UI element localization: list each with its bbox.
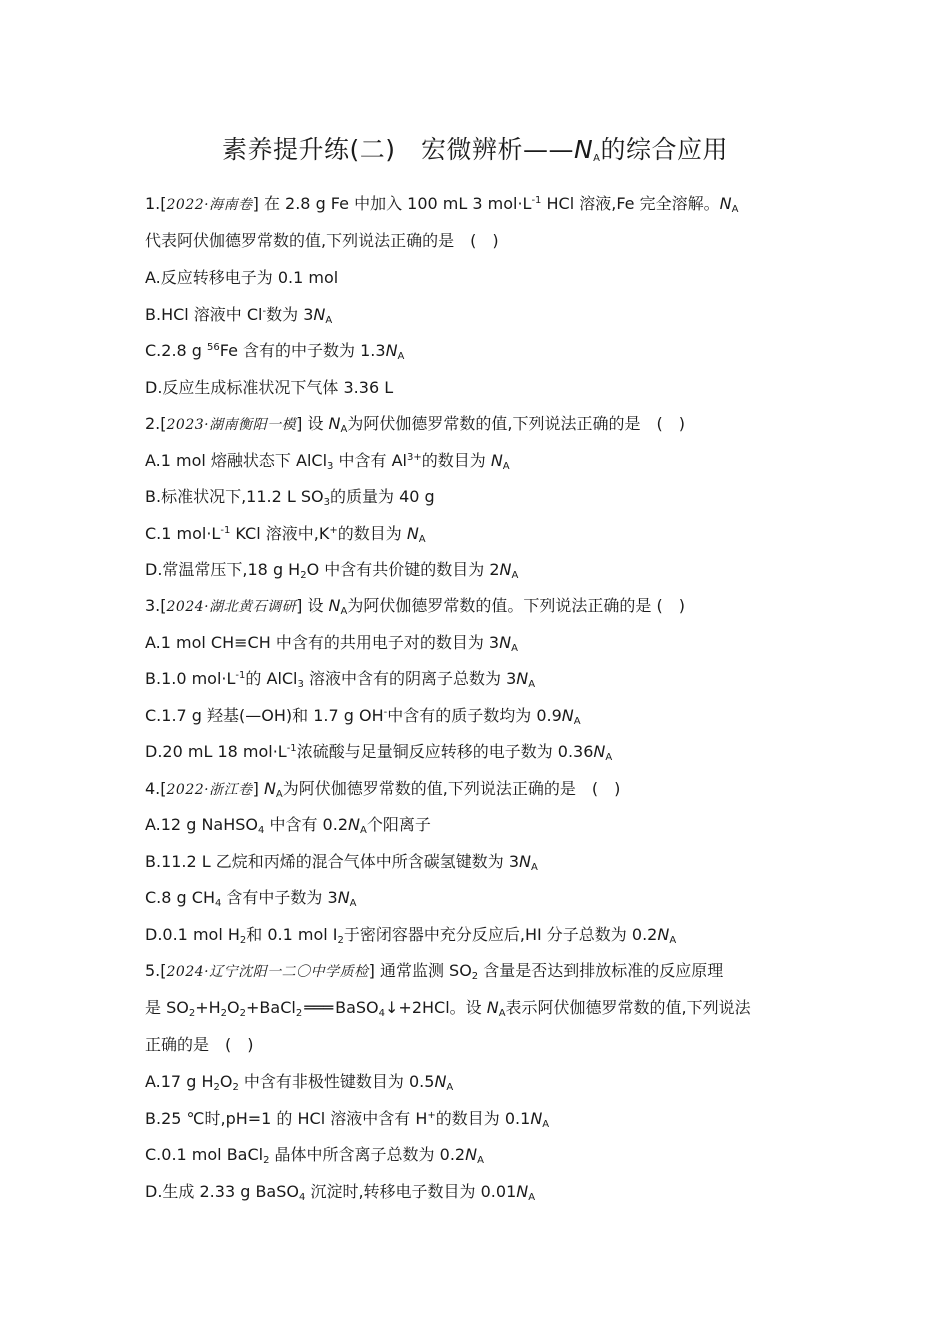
question-source: 2022·海南卷 bbox=[166, 197, 253, 213]
page-title: 素养提升练(二) 宏微辨析$——N_A$的综合应用 bbox=[221, 135, 729, 164]
question-source: 2022·浙江卷 bbox=[166, 782, 253, 798]
question-3-option-a: A.1 mol CH≡CH 中含有的共用电子对的数目为 $3N_A$ bbox=[145, 633, 518, 654]
question-1-stem-cont: 代表阿伏伽德罗常数的值,下列说法正确的是 ( ) bbox=[145, 231, 499, 250]
equals-sign: ═══ bbox=[304, 998, 334, 1017]
question-5-option-c: C.0.1 mol BaCl$_2$ 晶体中所含离子总数为 $0.2N_A$ bbox=[145, 1145, 484, 1166]
question-source: 2024·辽宁沈阳一二〇中学质检 bbox=[166, 964, 369, 980]
question-1-option-c: C.2.8 g $^{56}$Fe 含有的中子数为 $1.3N_A$ bbox=[145, 341, 405, 362]
question-5-option-a: A.17 g $H_2O_2$ 中含有非极性键数目为 $0.5N_A$ bbox=[145, 1072, 454, 1093]
question-2-option-b: B.标准状况下,11.2 L $SO_3$的质量为 40 g bbox=[145, 487, 435, 508]
question-1-option-d: D.反应生成标准状况下气体 3.36 L bbox=[145, 378, 394, 397]
question-3-stem: 3.[2024·湖北黄石调研] 设 $N_A$为阿伏伽德罗常数的值。下列说法正确的是 ( ) bbox=[145, 596, 685, 617]
question-5-option-b: B.25 ℃时,pH=1 的 HCl 溶液中含有 H+的数目为 $0.1N_A$ bbox=[145, 1109, 550, 1130]
question-4-option-c: C.8 g $CH_4$ 含有中子数为 $3N_A$ bbox=[145, 888, 357, 909]
question-5-equation-line: 是 $SO_2+H_2O_2+BaCl_2$ ═══ BaSO$_4$↓+2HCl。设 $N_A$表示阿伏伽德罗常数的值,下列说法 bbox=[145, 998, 751, 1019]
question-source: 2023·湖南衡阳一模 bbox=[166, 417, 297, 433]
question-5-option-d: D.生成 2.33 g BaSO$_4$ 沉淀时,转移电子数目为 $0.01N_A$ bbox=[145, 1182, 536, 1203]
question-4-option-a: A.12 g NaHSO$_4$ 中含有 $0.2N_A$个阳离子 bbox=[145, 815, 431, 836]
question-2-option-a: A.1 mol 熔融状态下 AlCl$_3$ 中含有 $Al^{3+}$的数目为 $N_A$ bbox=[145, 451, 510, 472]
question-1-option-b: B.HCl 溶液中 Cl-数为 $3N_A$ bbox=[145, 305, 333, 326]
question-5-stem: 5.[2024·辽宁沈阳一二〇中学质检] 通常监测 $SO_2$ 含量是否达到排放标准的反应原理 bbox=[145, 961, 724, 982]
question-2-option-d: D.常温常压下,18 g $H_2O$ 中含有共价键的数目为 $2N_A$ bbox=[145, 560, 519, 581]
question-5-stem-cont: 正确的是 ( ) bbox=[145, 1035, 254, 1054]
question-2-stem: 2.[2023·湖南衡阳一模] 设 $N_A$为阿伏伽德罗常数的值,下列说法正确的是 ( ) bbox=[145, 414, 685, 435]
question-4-stem: 4.[2022·浙江卷] $N_A$为阿伏伽德罗常数的值,下列说法正确的是 ( ) bbox=[145, 779, 621, 800]
question-4-option-b: B.11.2 L 乙烷和丙烯的混合气体中所含碳氢键数为 $3N_A$ bbox=[145, 852, 538, 873]
question-1-stem: 1.[2022·海南卷] 在 2.8 g Fe 中加入 100 mL 3 $mol\cdot L^{-1}$ HCl 溶液,Fe 完全溶解。$N_A$ bbox=[145, 194, 739, 215]
question-3-option-d: D.20 mL 18 $mol\cdot L^{-1}$浓硫酸与足量铜反应转移的电子数为 $0.36N_A$ bbox=[145, 742, 613, 763]
question-source: 2024·湖北黄石调研 bbox=[166, 599, 297, 615]
question-3-option-c: C.1.7 g 羟基(—OH)和 1.7 g OH-中含有的质子数均为 $0.9N_A$ bbox=[145, 706, 581, 727]
question-2-option-c: C.1 $mol\cdot L^{-1}$ KCl 溶液中,K+的数目为 $N_A$ bbox=[145, 524, 426, 545]
question-1-option-a: A.反应转移电子为 0.1 mol bbox=[145, 268, 339, 287]
question-4-option-d: D.0.1 mol $H_2$和 0.1 mol $I_2$于密闭容器中充分反应后,HI 分子总数为 $0.2N_A$ bbox=[145, 925, 677, 946]
question-3-option-b: B.1.0 $mol\cdot L^{-1}$的 AlCl$_3$ 溶液中含有的阴离子总数为 $3N_A$ bbox=[145, 669, 536, 690]
